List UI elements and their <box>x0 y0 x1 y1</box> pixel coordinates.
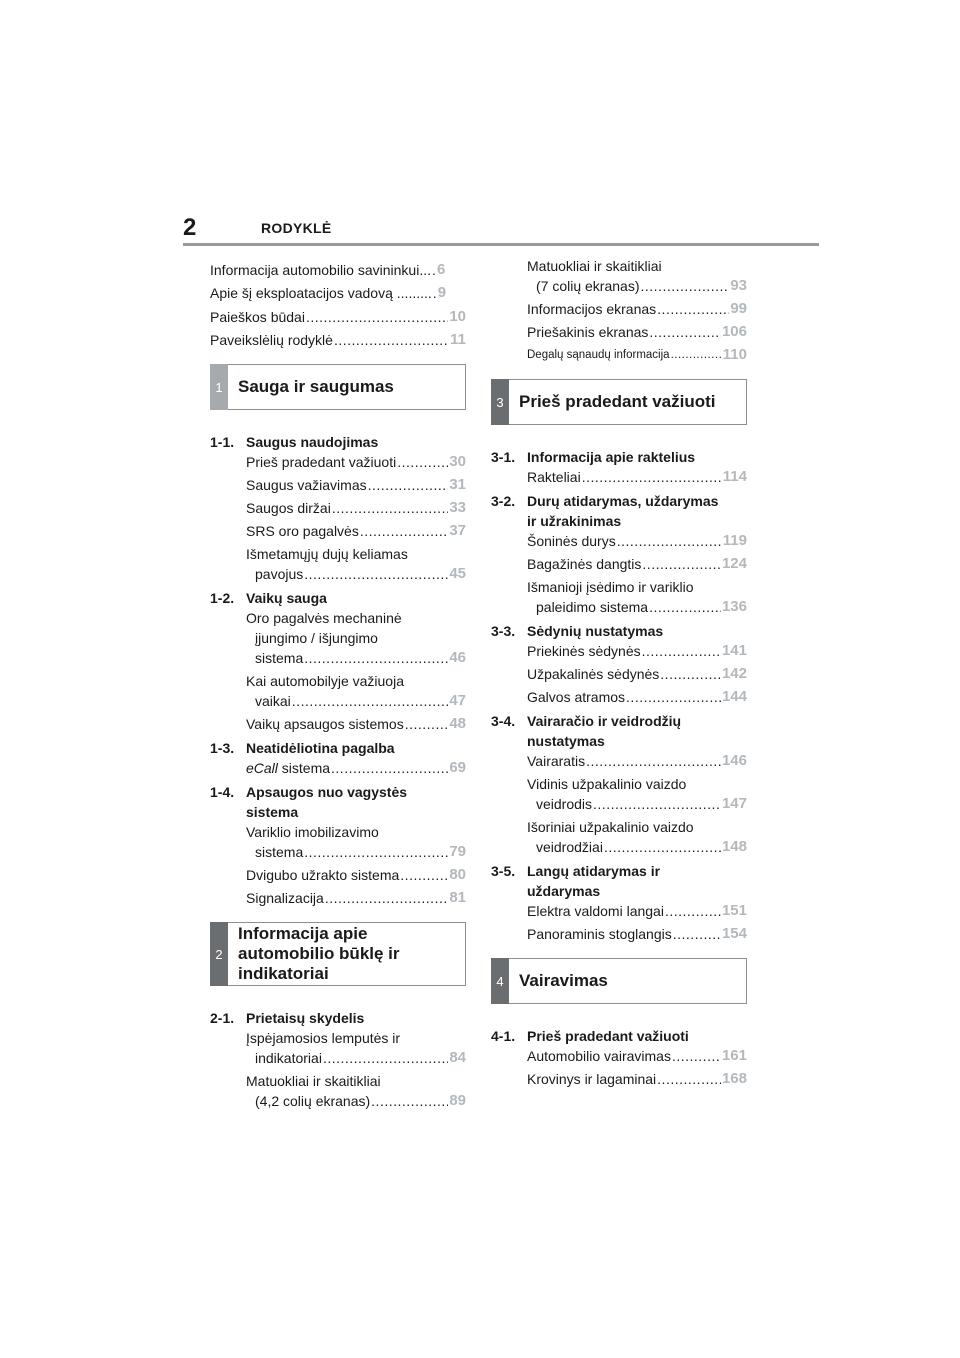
toc-entry[interactable]: Vairaratis ..... 146 <box>491 751 747 771</box>
toc-entry[interactable]: Matuokliai ir skaitikliai (4,2 colių ekranas) ..... 89 <box>210 1071 466 1111</box>
toc-entry[interactable]: Vidinis užpakalinio vaizdo veidrodis ..... 147 <box>491 774 747 814</box>
toc-entry[interactable]: Variklio imobilizavimo sistema ..... 79 <box>210 822 466 862</box>
toc-entry[interactable]: Galvos atramos ..... 144 <box>491 687 747 707</box>
toc-entry[interactable]: Panoraminis stoglangis ..... 154 <box>491 924 747 944</box>
section-heading: 1-2. Vaikų sauga <box>210 590 327 606</box>
toc-entry[interactable]: Oro pagalvės mechaninė įjungimo / išjungimo sistema ..... 46 <box>210 608 466 668</box>
toc-entry[interactable]: Matuokliai ir skaitikliai (7 colių ekranas) ..... 93 <box>491 256 747 296</box>
toc-entry[interactable]: Saugus važiavimas ..... 31 <box>210 475 466 495</box>
page-number: 2 <box>183 214 197 241</box>
toc-entry[interactable]: eCall sistema ..... 69 <box>210 758 466 778</box>
chapter-title: Vairavimas <box>519 971 608 990</box>
chapter-tab: 1 <box>210 364 228 410</box>
toc-entry[interactable]: Šoninės durys ..... 119 <box>491 531 747 551</box>
section-heading: 3-4. Vairaračio ir veidrodžių nustatymas <box>491 713 682 749</box>
toc-entry[interactable]: Paieškos būdai ..... 10 <box>210 303 466 327</box>
toc-entry[interactable]: Signalizacija ..... 81 <box>210 888 466 908</box>
chapter-4-box[interactable] <box>491 958 747 1004</box>
toc-entry[interactable]: Paveikslėlių rodyklė ..... 11 <box>210 327 466 351</box>
section-heading: 3-5. Langų atidarymas ir uždarymas <box>491 863 661 899</box>
toc-entry[interactable]: Priešakinis ekranas ..... 106 <box>491 322 747 342</box>
toc-left-column <box>210 256 466 1114</box>
toc-entry[interactable]: Išoriniai užpakalinio vaizdo veidrodžiai ..... 148 <box>491 817 747 857</box>
chapter-tab: 2 <box>210 922 228 986</box>
toc-entry[interactable]: Išmanioji įsėdimo ir variklio paleidimo sistema ..... 136 <box>491 577 747 617</box>
section-heading: 4-1. Prieš pradedant važiuoti <box>491 1028 689 1044</box>
header-divider <box>183 243 819 246</box>
toc-entry[interactable]: Kai automobilyje važiuoja vaikai ..... 47 <box>210 671 466 711</box>
toc-entry[interactable]: Dvigubo užrakto sistema ..... 80 <box>210 865 466 885</box>
toc-entry[interactable]: Apie šį eksploatacijos vadovą ......... ..... 9 <box>210 280 466 304</box>
chapter-3-box[interactable] <box>491 379 747 425</box>
toc-entry[interactable]: Įspėjamosios lemputės ir indikatoriai ..... 84 <box>210 1028 466 1068</box>
section-heading: 3-1. Informacija apie raktelius <box>491 449 696 465</box>
toc-entry[interactable]: Automobilio vairavimas ..... 161 <box>491 1046 747 1066</box>
chapter-title: Sauga ir saugumas <box>238 377 394 396</box>
page-title: RODYKLĖ <box>261 220 332 236</box>
chapter-tab: 3 <box>491 379 509 425</box>
chapter-title: Prieš pradedant važiuoti <box>519 392 716 411</box>
toc-entry[interactable]: Saugos diržai ..... 33 <box>210 498 466 518</box>
section-heading: 1-1. Saugus naudojimas <box>210 434 379 450</box>
section-heading: 3-2. Durų atidarymas, uždarymas ir užrakinimas <box>491 493 719 529</box>
toc-entry[interactable]: Užpakalinės sėdynės ..... 142 <box>491 664 747 684</box>
chapter-title: Informacija apie automobilio būklę ir indikatoriai <box>238 924 400 983</box>
toc-entry[interactable]: Bagažinės dangtis ..... 124 <box>491 554 747 574</box>
toc-entry[interactable]: Priekinės sėdynės ..... 141 <box>491 641 747 661</box>
section-heading: 1-3. Neatidėliotina pagalba <box>210 740 395 756</box>
toc-entry[interactable]: Informacija automobilio savininkui... ..... 6 <box>210 256 466 280</box>
chapter-tab: 4 <box>491 958 509 1004</box>
toc-entry[interactable]: Elektra valdomi langai ..... 151 <box>491 901 747 921</box>
toc-right-column <box>491 256 747 1092</box>
toc-entry[interactable]: Informacijos ekranas ..... 99 <box>491 299 747 319</box>
section-heading: 2-1. Prietaisų skydelis <box>210 1010 365 1026</box>
toc-entry[interactable]: Rakteliai ..... 114 <box>491 467 747 487</box>
chapter-1-box[interactable] <box>210 364 466 410</box>
section-heading: 1-4. Apsaugos nuo vagystės sistema <box>210 784 408 820</box>
toc-entry[interactable]: Vaikų apsaugos sistemos ..... 48 <box>210 714 466 734</box>
toc-entry[interactable]: SRS oro pagalvės ..... 37 <box>210 521 466 541</box>
section-heading: 3-3. Sėdynių nustatymas <box>491 623 664 639</box>
toc-entry[interactable]: Prieš pradedant važiuoti ..... 30 <box>210 452 466 472</box>
chapter-2-box[interactable] <box>210 922 466 986</box>
toc-entry[interactable]: Išmetamųjų dujų keliamas pavojus ..... 45 <box>210 544 466 584</box>
toc-entry[interactable]: Degalų sąnaudų informacija ..... 110 <box>491 345 747 365</box>
toc-entry[interactable]: Krovinys ir lagaminai ..... 168 <box>491 1069 747 1089</box>
